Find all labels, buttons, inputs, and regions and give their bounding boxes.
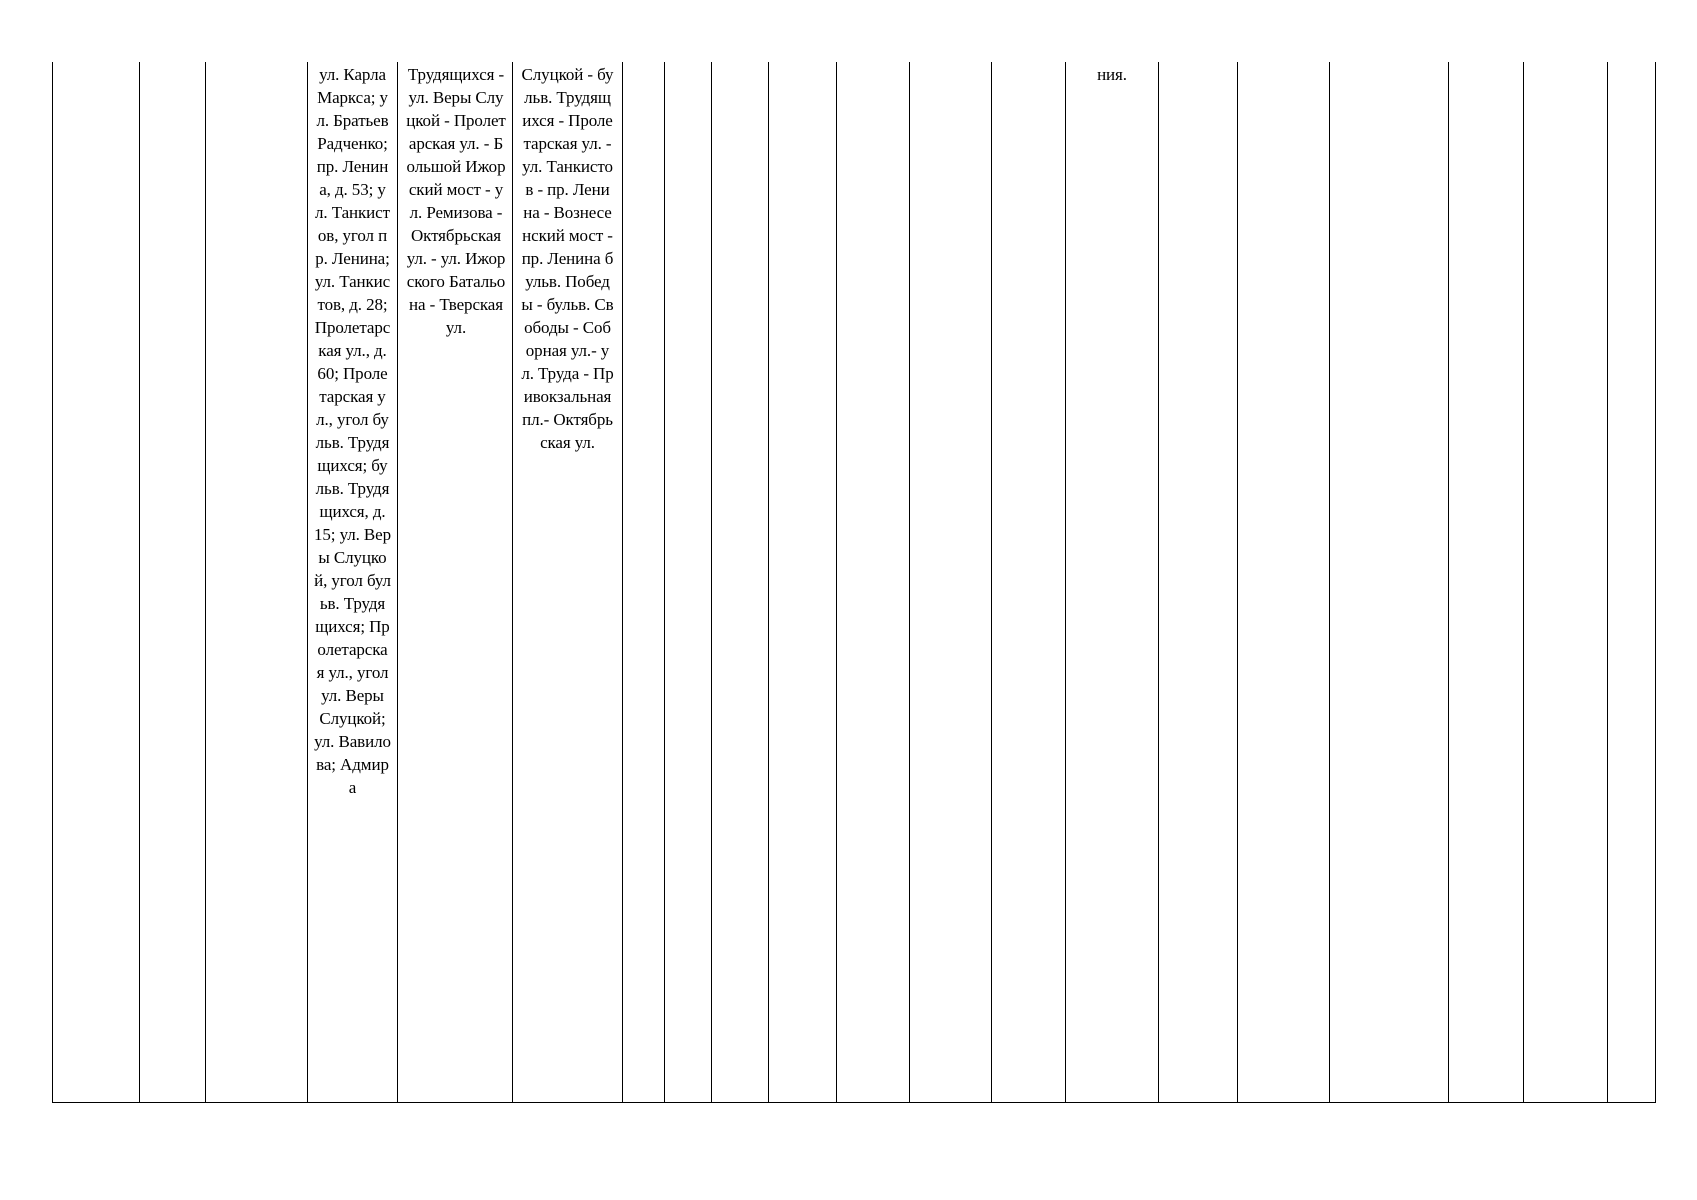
table-cell bbox=[769, 62, 837, 1103]
table-row bbox=[53, 62, 1656, 1103]
cell-text bbox=[1449, 62, 1523, 63]
table-cell bbox=[1238, 62, 1330, 1103]
table-cell bbox=[140, 62, 206, 1103]
table-cell bbox=[992, 62, 1066, 1103]
table-cell-stops bbox=[308, 62, 398, 1103]
table-cell bbox=[53, 62, 140, 1103]
route-backward-text: Слуцкой - бульв. Трудящихся - Пролетарская ул. - ул. Танкистов - пр. Ленина - Вознесенский мост - пр. Ленина бульв. Победы - бульв. Свободы - Соборная ул.- ул. Труда - Привокзальная пл.- Октябрьская ул. bbox=[521, 65, 614, 452]
table-cell bbox=[623, 62, 665, 1103]
cell-text bbox=[769, 62, 836, 63]
cell-text: ния. bbox=[1097, 65, 1127, 84]
table-cell bbox=[665, 62, 712, 1103]
stops-list-text: ул. Карла Маркса; ул. Братьев Радченко; пр. Ленина, д. 53; ул. Танкистов, угол пр. Ленина; ул. Танкистов, д. 28; Пролетарская ул., д. 60; Пролетарская ул., угол бульв. Трудящихся; бульв. Трудящихся, д. 15; ул. Веры Слуцкой, угол бульв. Трудящихся; Пролетарская ул., угол ул. Веры Слуцкой; ул. Вавилова; Адмира bbox=[314, 65, 391, 797]
table-cell bbox=[910, 62, 992, 1103]
cell-text bbox=[53, 62, 139, 63]
cell-text bbox=[992, 62, 1065, 63]
table-cell bbox=[1449, 62, 1524, 1103]
table-cell bbox=[1159, 62, 1238, 1103]
cell-text bbox=[1159, 62, 1237, 63]
table-cell bbox=[1608, 62, 1656, 1103]
table-cell-route-forward bbox=[398, 62, 513, 1103]
table-cell bbox=[206, 62, 308, 1103]
route-forward-text: Трудящихся - ул. Веры Слуцкой - Пролетарская ул. - Большой Ижорский мост - ул. Ремизова - Октябрьская ул. - ул. Ижорского Батальона - Тверская ул. bbox=[406, 65, 506, 337]
cell-text bbox=[837, 62, 909, 63]
cell-text bbox=[623, 62, 664, 63]
cell-text bbox=[1608, 62, 1655, 63]
cell-text bbox=[1524, 62, 1607, 63]
cell-text bbox=[1330, 62, 1448, 63]
cell-text bbox=[712, 62, 768, 63]
table-cell bbox=[1524, 62, 1608, 1103]
cell-text bbox=[206, 62, 307, 63]
document-table bbox=[52, 62, 1656, 1103]
cell-text bbox=[140, 62, 205, 63]
cell-text bbox=[665, 62, 711, 63]
table-cell-route-backward bbox=[513, 62, 623, 1103]
table-cell bbox=[712, 62, 769, 1103]
table-cell bbox=[1066, 62, 1159, 1103]
cell-text bbox=[910, 62, 991, 63]
table-cell bbox=[837, 62, 910, 1103]
table-cell bbox=[1330, 62, 1449, 1103]
cell-text bbox=[1238, 62, 1329, 63]
